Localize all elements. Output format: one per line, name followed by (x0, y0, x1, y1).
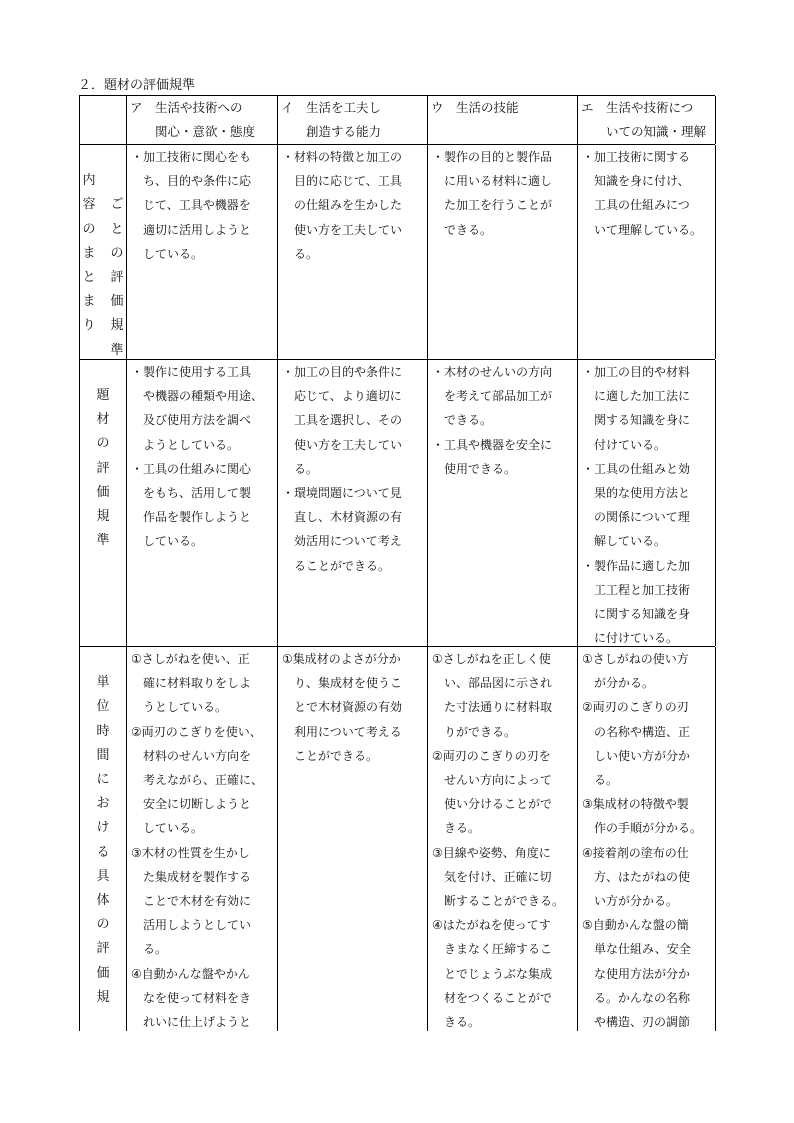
cell-line: に適した加工法に (582, 389, 691, 404)
cell-line: に付けている。 (582, 631, 679, 646)
cell-line: 工具の仕組みにつ (582, 198, 690, 213)
cell-line: ・加工の目的や材料 (582, 365, 691, 379)
cell-line: せんい方向によって (432, 773, 553, 788)
cell-line: きる。 (432, 821, 481, 836)
row-label-column: 内 容 の ま と ま り (82, 173, 96, 334)
cell-line: しい使い方が分か (582, 748, 691, 763)
row-label-char: 具 (96, 868, 110, 884)
column-header: ア 生活や技術への 関心・意欲・態度 (127, 96, 278, 144)
cell-line: 材料のせんい方向を (131, 748, 252, 763)
row-label-char: 価 (96, 484, 110, 500)
cell-line: な使用方法が分か (582, 966, 691, 981)
cell-line: た集成材を製作する (131, 869, 252, 884)
cell-line: 使い方を工夫してい (282, 437, 403, 452)
cell-line: る。かんなの名称 (582, 990, 691, 1005)
cell-line: ・工具の仕組みに関心 (131, 461, 252, 476)
cell-line: 工工程と加工技術 (582, 582, 691, 597)
row-label-char: 規 (96, 989, 110, 1005)
cell-line: とでじょうぶな集成 (432, 966, 553, 981)
criteria-cell (428, 647, 578, 1031)
criteria-cell (278, 145, 428, 359)
cell-line: い、部品図に示され (432, 676, 553, 691)
row-label-char: 時 (96, 723, 110, 739)
cell-line: 作品を製作しようと (131, 510, 252, 525)
cell-line: 知識を身に付け、 (582, 174, 690, 189)
cell-line: る。 (131, 942, 168, 957)
cell-line: いて理解している。 (582, 222, 703, 237)
cell-line: できる。 (432, 222, 493, 237)
cell-line: 安全に切断しようと (131, 797, 252, 812)
cell-line: ①さしがねを使い、正 (131, 652, 250, 666)
column-header: イ 生活を工夫し 創造する能力 (278, 96, 428, 144)
cell-line: た加工を行うことが (432, 198, 553, 213)
cell-line: 材をつくることがで (432, 990, 553, 1005)
cell-line: している。 (131, 534, 204, 549)
cell-line: 効活用について考え (282, 534, 402, 549)
cell-line: 使い方を工夫してい (282, 222, 403, 237)
criteria-cell (127, 360, 278, 646)
cell-line: れいに仕上げようと (131, 1015, 252, 1030)
row-label-char: る (96, 844, 110, 860)
cell-line: 直し、木材資源の有 (282, 510, 403, 525)
cell-line: ・加工技術に関心をも (131, 150, 252, 164)
cell-line: ⑤自動かんな盤の簡 (582, 918, 689, 933)
corner-cell (80, 96, 127, 144)
cell-line: 使用できる。 (432, 461, 517, 476)
cell-line: ①さしがねの使い方 (582, 652, 689, 666)
cell-line: ・製作品に適した加 (582, 558, 691, 573)
row-label-column: ご と の 評 価 規 準 (110, 197, 124, 358)
cell-line: 果的な使用方法と (582, 486, 691, 501)
cell-line: 活用しようとしてい (131, 918, 252, 933)
criteria-cell (428, 360, 578, 646)
cell-line: る。 (282, 461, 319, 476)
criteria-cell (428, 145, 578, 359)
criteria-cell (578, 360, 716, 646)
cell-line: 断することができる。 (432, 894, 565, 909)
cell-line: ・工具の仕組みと効 (582, 461, 691, 476)
cell-line: の名称や構造、正 (582, 724, 691, 739)
row-label-char: 単 (96, 675, 110, 691)
criteria-cell (127, 145, 278, 359)
cell-line: 関する知識を身に (582, 413, 691, 428)
cell-line: や構造、刃の調節 (582, 1015, 691, 1030)
row-label-char: け (96, 820, 110, 836)
cell-line: 応じて、より適切に (282, 389, 402, 404)
row-label-char: 間 (96, 747, 110, 763)
cell-line: なを使って材料をき (131, 990, 252, 1005)
row-label-char: 規 (96, 509, 110, 525)
cell-line: や機器の種類や用途、 (131, 389, 264, 404)
cell-line: とで木材資源の有効 (282, 700, 403, 715)
cell-line: の仕組みを生かした (282, 198, 403, 213)
criteria-cell (127, 647, 278, 1031)
row-label-char: の (96, 436, 110, 452)
row-label-char: 準 (96, 533, 110, 549)
cell-line: ④接着剤の塗布の仕 (582, 845, 689, 860)
cell-line: た寸法通りに材料取 (432, 700, 553, 715)
cell-line: できる。 (432, 413, 493, 428)
cell-line: が分かる。 (582, 676, 655, 691)
cell-line: ①集成材のよさが分か (282, 652, 401, 666)
cell-line: ることができる。 (282, 558, 391, 573)
cell-line: 利用について考える (282, 724, 402, 739)
cell-line: うとしている。 (131, 700, 228, 715)
criteria-cell (578, 145, 716, 359)
cell-line: い方が分かる。 (582, 894, 679, 909)
cell-line: に用いる材料に適し (432, 174, 553, 189)
cell-line: ②両刃のこぎりの刃 (582, 700, 689, 715)
cell-line: 確に材料取りをしよ (131, 676, 252, 691)
cell-line: ち、目的や条件に応 (131, 174, 252, 189)
criteria-cell (278, 647, 428, 1031)
cell-line: りができる。 (432, 724, 517, 739)
row-label-char: 位 (96, 699, 110, 715)
column-header: エ 生活や技術につ いての知識・理解 (578, 96, 716, 144)
cell-line: している。 (131, 246, 204, 261)
cell-line: 解している。 (582, 534, 667, 549)
cell-line: ④はたがねを使ってす (432, 918, 551, 933)
cell-line: 工具を選択し、その (282, 413, 403, 428)
cell-line: 作の手順が分かる。 (582, 821, 703, 836)
table-row (79, 144, 715, 359)
column-header: ウ 生活の技能 (428, 96, 578, 144)
evaluation-criteria-table (79, 95, 715, 1031)
row-label-char: 材 (96, 412, 110, 428)
table-row (79, 359, 715, 646)
cell-line: をもち、活用して製 (131, 486, 252, 501)
cell-line: ・工具や機器を安全に (432, 437, 553, 452)
cell-line: ③目線や姿勢、角度に (432, 845, 551, 860)
cell-line: に関する知識を身 (582, 607, 691, 622)
cell-line: 付けている。 (582, 437, 667, 452)
cell-line: 目的に応じて、工具 (282, 174, 402, 189)
cell-line: 及び使用方法を調べ (131, 413, 252, 428)
cell-line: ・木材のせんいの方向 (432, 365, 553, 379)
cell-line: 考えながら、正確に、 (131, 773, 264, 788)
cell-line: る。 (582, 773, 619, 788)
row-label-char: お (96, 796, 110, 812)
cell-line: じて、工具や機器を (131, 198, 251, 213)
row-label-char (101, 647, 105, 671)
cell-line: 気を付け、正確に切 (432, 869, 552, 884)
cell-line: ・環境問題について見 (282, 486, 402, 501)
cell-line: の関係について理 (582, 510, 690, 525)
row-label-char: 題 (96, 388, 110, 403)
cell-line: ②両刃のこぎりを使い、 (131, 724, 262, 739)
cell-line: きまなく圧締するこ (432, 942, 553, 957)
cell-line: している。 (131, 821, 204, 836)
cell-line: ・材料の特徴と加工の (282, 150, 403, 164)
cell-line: 適切に活用しようと (131, 222, 252, 237)
section-heading: ２．題材の評価規準 (78, 78, 196, 93)
cell-line: ・加工技術に関する (582, 150, 691, 164)
row-label-char: 評 (96, 460, 110, 476)
row-label-char: 体 (96, 893, 110, 909)
row-label (80, 145, 127, 359)
cell-line: ④自動かんな盤やかん (131, 966, 250, 981)
cell-line: る。 (282, 246, 319, 261)
cell-line: ②両刃のこぎりの刃を (432, 748, 551, 763)
cell-line: ことができる。 (282, 748, 379, 763)
table-row (79, 646, 715, 1031)
row-label-char: 価 (96, 965, 110, 981)
criteria-cell (278, 360, 428, 646)
cell-line: り、集成材を使うこ (282, 676, 403, 691)
table-header-row (79, 95, 715, 144)
row-label-char: 評 (96, 941, 110, 957)
cell-line: を考えて部品加工が (432, 389, 553, 404)
row-label (80, 360, 127, 646)
cell-line: きる。 (432, 1015, 481, 1030)
criteria-cell (578, 647, 716, 1031)
cell-line: ・加工の目的や条件に (282, 365, 403, 379)
cell-line: ようとしている。 (131, 437, 240, 452)
row-label (80, 647, 127, 1031)
cell-line: ③木材の性質を生かし (131, 845, 250, 860)
cell-line: 方、はたがねの使 (582, 869, 691, 884)
cell-line: ①さしがねを正しく使 (432, 652, 551, 666)
cell-line: ・製作の目的と製作品 (432, 150, 553, 164)
row-label-char: の (96, 917, 110, 933)
cell-line: ③集成材の特徴や製 (582, 797, 689, 812)
cell-line: 使い分けることがで (432, 797, 553, 812)
row-label-char: に (96, 772, 110, 788)
cell-line: ことで木材を有効に (131, 894, 252, 909)
cell-line: 単な仕組み、安全 (582, 942, 691, 957)
cell-line: ・製作に使用する工具 (131, 365, 252, 379)
